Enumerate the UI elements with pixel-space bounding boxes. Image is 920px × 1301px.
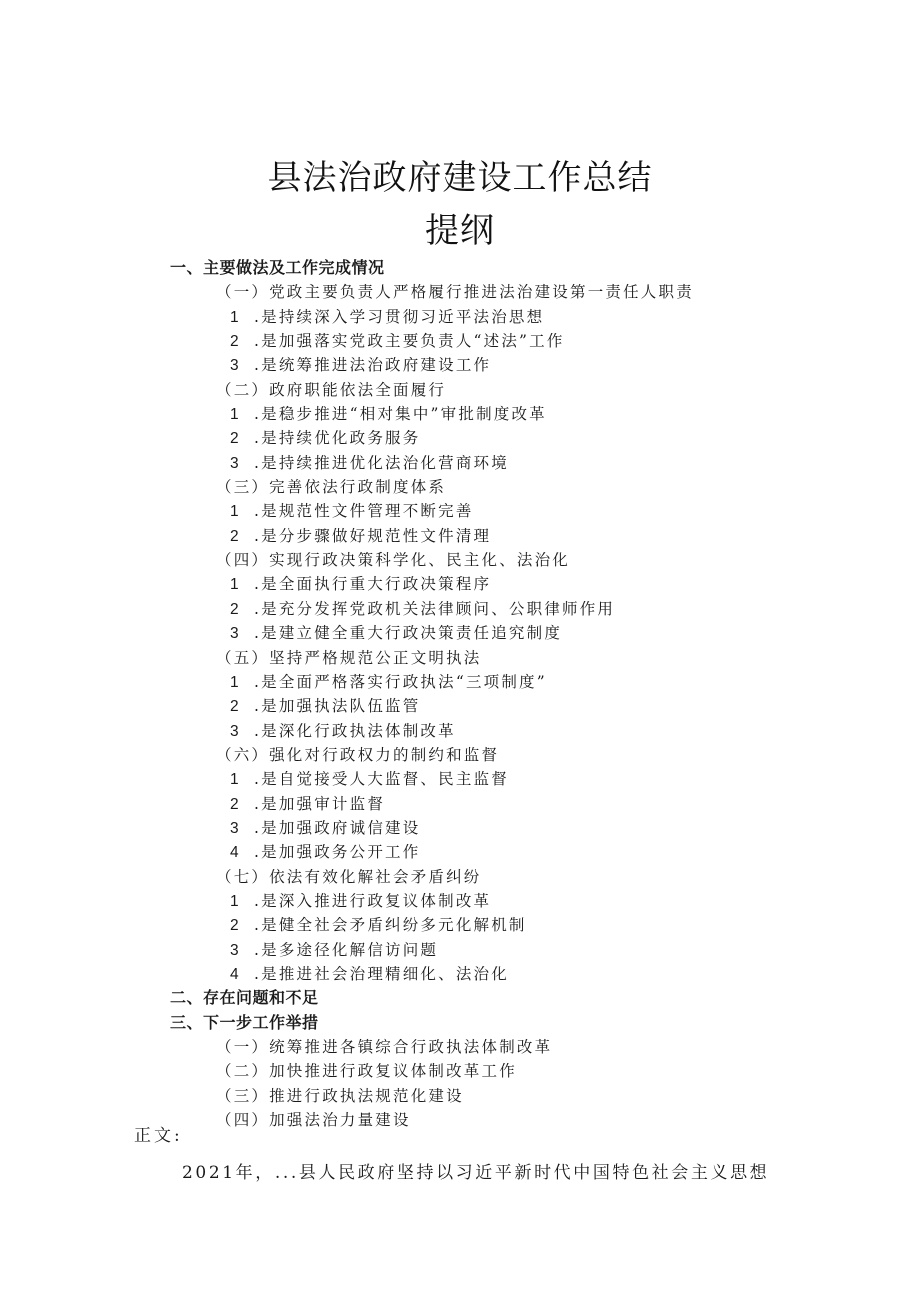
outline-item-number: 3 bbox=[230, 357, 241, 375]
outline-heading bbox=[0, 256, 920, 280]
outline-section-text: （四）实现行政决策科学化、民主化、法治化 bbox=[216, 551, 571, 570]
outline-item-text: .是加强审计监督 bbox=[254, 794, 386, 813]
outline-item-text: .是推进社会治理精细化、法治化 bbox=[254, 964, 509, 983]
outline-item bbox=[0, 597, 920, 621]
outline-item-number: 2 bbox=[230, 333, 241, 351]
outline-item-text: .是建立健全重大行政决策责任追究制度 bbox=[254, 624, 563, 643]
outline-section bbox=[0, 475, 920, 499]
outline-item-number: 2 bbox=[230, 600, 241, 618]
outline-item bbox=[0, 451, 920, 475]
outline-item-number: 1 bbox=[230, 503, 241, 521]
outline-section bbox=[0, 1059, 920, 1083]
outline-item-text: .是加强政府诚信建设 bbox=[254, 818, 421, 837]
outline-item-number: 2 bbox=[230, 527, 241, 545]
outline-item bbox=[0, 524, 920, 548]
outline-item bbox=[0, 719, 920, 743]
outline-item bbox=[0, 353, 920, 377]
outline-item-number: 1 bbox=[230, 673, 241, 691]
outline-item-number: 2 bbox=[230, 430, 241, 448]
document-title: 县法治政府建设工作总结 bbox=[267, 158, 653, 198]
outline-item-text: .是加强政务公开工作 bbox=[254, 843, 421, 862]
outline-item-text: .是加强执法队伍监管 bbox=[254, 697, 421, 716]
outline-list bbox=[0, 256, 920, 1132]
outline-item bbox=[0, 816, 920, 840]
outline-section bbox=[0, 280, 920, 304]
outline-item-text: .是充分发挥党政机关法律顾问、公职律师作用 bbox=[254, 599, 616, 618]
outline-item bbox=[0, 426, 920, 450]
outline-section-text: （五）坚持严格规范公正文明执法 bbox=[216, 648, 482, 667]
outline-section-text: （七）依法有效化解社会矛盾纠纷 bbox=[216, 867, 482, 886]
outline-section-text: （一）党政主要负责人严格履行推进法治建设第一责任人职责 bbox=[216, 283, 694, 302]
outline-heading-text: 三、下一步工作举措 bbox=[170, 1012, 319, 1032]
outline-item bbox=[0, 767, 920, 791]
outline-item-number: 3 bbox=[230, 454, 241, 472]
outline-item bbox=[0, 305, 920, 329]
outline-item bbox=[0, 938, 920, 962]
outline-item bbox=[0, 913, 920, 937]
outline-item-number: 1 bbox=[230, 308, 241, 326]
outline-item-text: .是分步骤做好规范性文件清理 bbox=[254, 526, 492, 545]
outline-item bbox=[0, 840, 920, 864]
outline-item bbox=[0, 499, 920, 523]
outline-item-number: 1 bbox=[230, 576, 241, 594]
outline-item-number: 1 bbox=[230, 771, 241, 789]
outline-section bbox=[0, 378, 920, 402]
outline-item bbox=[0, 329, 920, 353]
body-label: 正文: bbox=[134, 1126, 183, 1146]
outline-section-text: （二）政府职能依法全面履行 bbox=[216, 380, 447, 399]
outline-heading bbox=[0, 986, 920, 1010]
outline-item-number: 4 bbox=[230, 965, 241, 983]
outline-item bbox=[0, 670, 920, 694]
outline-item-number: 3 bbox=[230, 722, 241, 740]
outline-section-text: （三）推进行政执法规范化建设 bbox=[216, 1086, 464, 1105]
outline-item-text: .是持续推进优化法治化营商环境 bbox=[254, 453, 509, 472]
outline-item-text: .是自觉接受人大监督、民主监督 bbox=[254, 770, 509, 789]
outline-section bbox=[0, 1035, 920, 1059]
outline-item-text: .是健全社会矛盾纠纷多元化解机制 bbox=[254, 916, 527, 935]
outline-item-text: .是持续优化政务服务 bbox=[254, 429, 421, 448]
outline-item-text: .是规范性文件管理不断完善 bbox=[254, 502, 474, 521]
outline-item bbox=[0, 572, 920, 596]
outline-item-text: .是加强落实党政主要负责人“述法”工作 bbox=[254, 332, 565, 351]
outline-section bbox=[0, 548, 920, 572]
outline-item-number: 3 bbox=[230, 625, 241, 643]
outline-item-number: 3 bbox=[230, 819, 241, 837]
outline-item-text: .是多途径化解信访问题 bbox=[254, 940, 439, 959]
outline-item bbox=[0, 621, 920, 645]
outline-item bbox=[0, 889, 920, 913]
outline-heading-text: 一、主要做法及工作完成情况 bbox=[170, 258, 385, 277]
outline-item-text: .是持续深入学习贯彻习近平法治思想 bbox=[254, 307, 545, 326]
outline-section bbox=[0, 865, 920, 889]
body-paragraph: 2021年，...县人民政府坚持以习近平新时代中国特色社会主义思想 bbox=[182, 1163, 770, 1183]
outline-item bbox=[0, 402, 920, 426]
outline-item-number: 3 bbox=[230, 941, 241, 959]
outline-item bbox=[0, 962, 920, 986]
outline-section-text: （六）强化对行政权力的制约和监督 bbox=[216, 745, 500, 764]
outline-item-text: .是深入推进行政复议体制改革 bbox=[254, 891, 492, 910]
outline-item-text: .是深化行政执法体制改革 bbox=[254, 721, 456, 740]
outline-item-text: .是全面执行重大行政决策程序 bbox=[254, 575, 492, 594]
outline-item-number: 1 bbox=[230, 406, 241, 424]
outline-section bbox=[0, 1084, 920, 1108]
outline-item-number: 2 bbox=[230, 795, 241, 813]
outline-item-number: 1 bbox=[230, 892, 241, 910]
outline-section-text: （一）统筹推进各镇综合行政执法体制改革 bbox=[216, 1038, 553, 1056]
outline-item-text: .是稳步推进“相对集中”审批制度改革 bbox=[254, 405, 547, 424]
outline-item-number: 4 bbox=[230, 844, 241, 862]
outline-heading-text: 二、存在问题和不足 bbox=[170, 988, 319, 1008]
outline-item-text: .是统筹推进法治政府建设工作 bbox=[254, 356, 492, 375]
outline-heading bbox=[0, 1011, 920, 1035]
outline-item bbox=[0, 792, 920, 816]
outline-item-text: .是全面严格落实行政执法“三项制度” bbox=[254, 672, 547, 691]
outline-item-number: 2 bbox=[230, 917, 241, 935]
outline-item-number: 2 bbox=[230, 698, 241, 716]
outline-section-text: （四）加强法治力量建设 bbox=[216, 1111, 411, 1130]
outline-section bbox=[0, 646, 920, 670]
outline-section bbox=[0, 743, 920, 767]
outline-section-text: （二）加快推进行政复议体制改革工作 bbox=[216, 1062, 517, 1081]
outline-section-text: （三）完善依法行政制度体系 bbox=[216, 478, 447, 497]
outline-item bbox=[0, 694, 920, 718]
document-subtitle: 提纲 bbox=[425, 211, 495, 251]
